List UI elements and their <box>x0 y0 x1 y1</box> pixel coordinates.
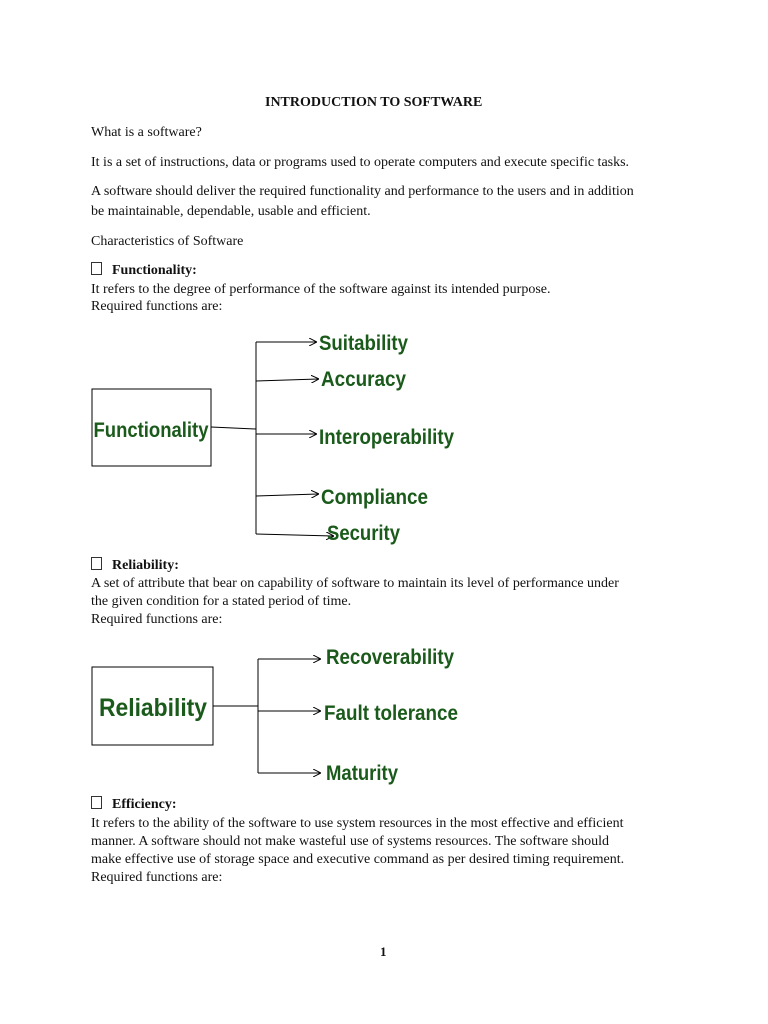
connector-line <box>211 427 256 429</box>
functionality-desc: It refers to the degree of performance of the software against its intended purpose. <box>91 282 551 297</box>
bullet-icon <box>91 796 102 809</box>
bullet-icon <box>91 557 102 570</box>
characteristics-heading: Characteristics of Software <box>91 234 244 249</box>
efficiency-desc-line3: make effective use of storage space and executive command as per desired timing requirement. <box>91 852 625 867</box>
reliability-heading-label: Reliability: <box>112 558 179 573</box>
label-compliance: Compliance <box>321 486 428 509</box>
efficiency-required: Required functions are: <box>91 870 223 885</box>
arrow-compliance <box>256 494 318 496</box>
reliability-required: Required functions are: <box>91 612 223 627</box>
efficiency-heading-label: Efficiency: <box>112 797 177 812</box>
functionality-heading <box>91 262 197 280</box>
functionality-required: Required functions are: <box>91 299 223 314</box>
reliability-heading <box>91 557 179 575</box>
arrow-security <box>256 534 333 536</box>
intro-delivery-line1: A software should deliver the required functionality and performance to the users and in addition <box>91 184 634 199</box>
label-recoverability: Recoverability <box>326 646 455 669</box>
functionality-box-label: Functionality <box>93 419 209 442</box>
reliability-diagram <box>0 630 768 795</box>
intro-definition: It is a set of instructions, data or programs used to operate computers and execute specific tasks. <box>91 155 630 170</box>
label-suitability: Suitability <box>319 332 409 355</box>
efficiency-desc-line2: manner. A software should not make wasteful use of systems resources. The software should <box>91 834 610 849</box>
reliability-desc-line1: A set of attribute that bear on capability of software to maintain its level of performance under <box>91 576 619 591</box>
reliability-desc-line2: the given condition for a stated period of time. <box>91 594 352 609</box>
label-maturity: Maturity <box>326 762 399 785</box>
intro-delivery-line2: be maintainable, dependable, usable and efficient. <box>91 204 371 219</box>
label-security: Security <box>327 522 401 545</box>
reliability-box-label: Reliability <box>99 694 208 722</box>
page-title: INTRODUCTION TO SOFTWARE <box>265 95 483 110</box>
label-fault-tolerance: Fault tolerance <box>324 702 458 725</box>
efficiency-desc-line1: It refers to the ability of the software to use system resources in the most effective and efficient <box>91 816 624 831</box>
arrow-accuracy <box>256 379 318 381</box>
page-number: 1 <box>380 944 387 959</box>
functionality-heading-label: Functionality: <box>112 263 197 278</box>
label-accuracy: Accuracy <box>321 368 407 391</box>
bullet-icon <box>91 262 102 275</box>
functionality-diagram <box>0 320 768 560</box>
label-interoperability: Interoperability <box>319 426 455 449</box>
efficiency-heading <box>91 796 177 814</box>
intro-question: What is a software? <box>91 125 202 140</box>
